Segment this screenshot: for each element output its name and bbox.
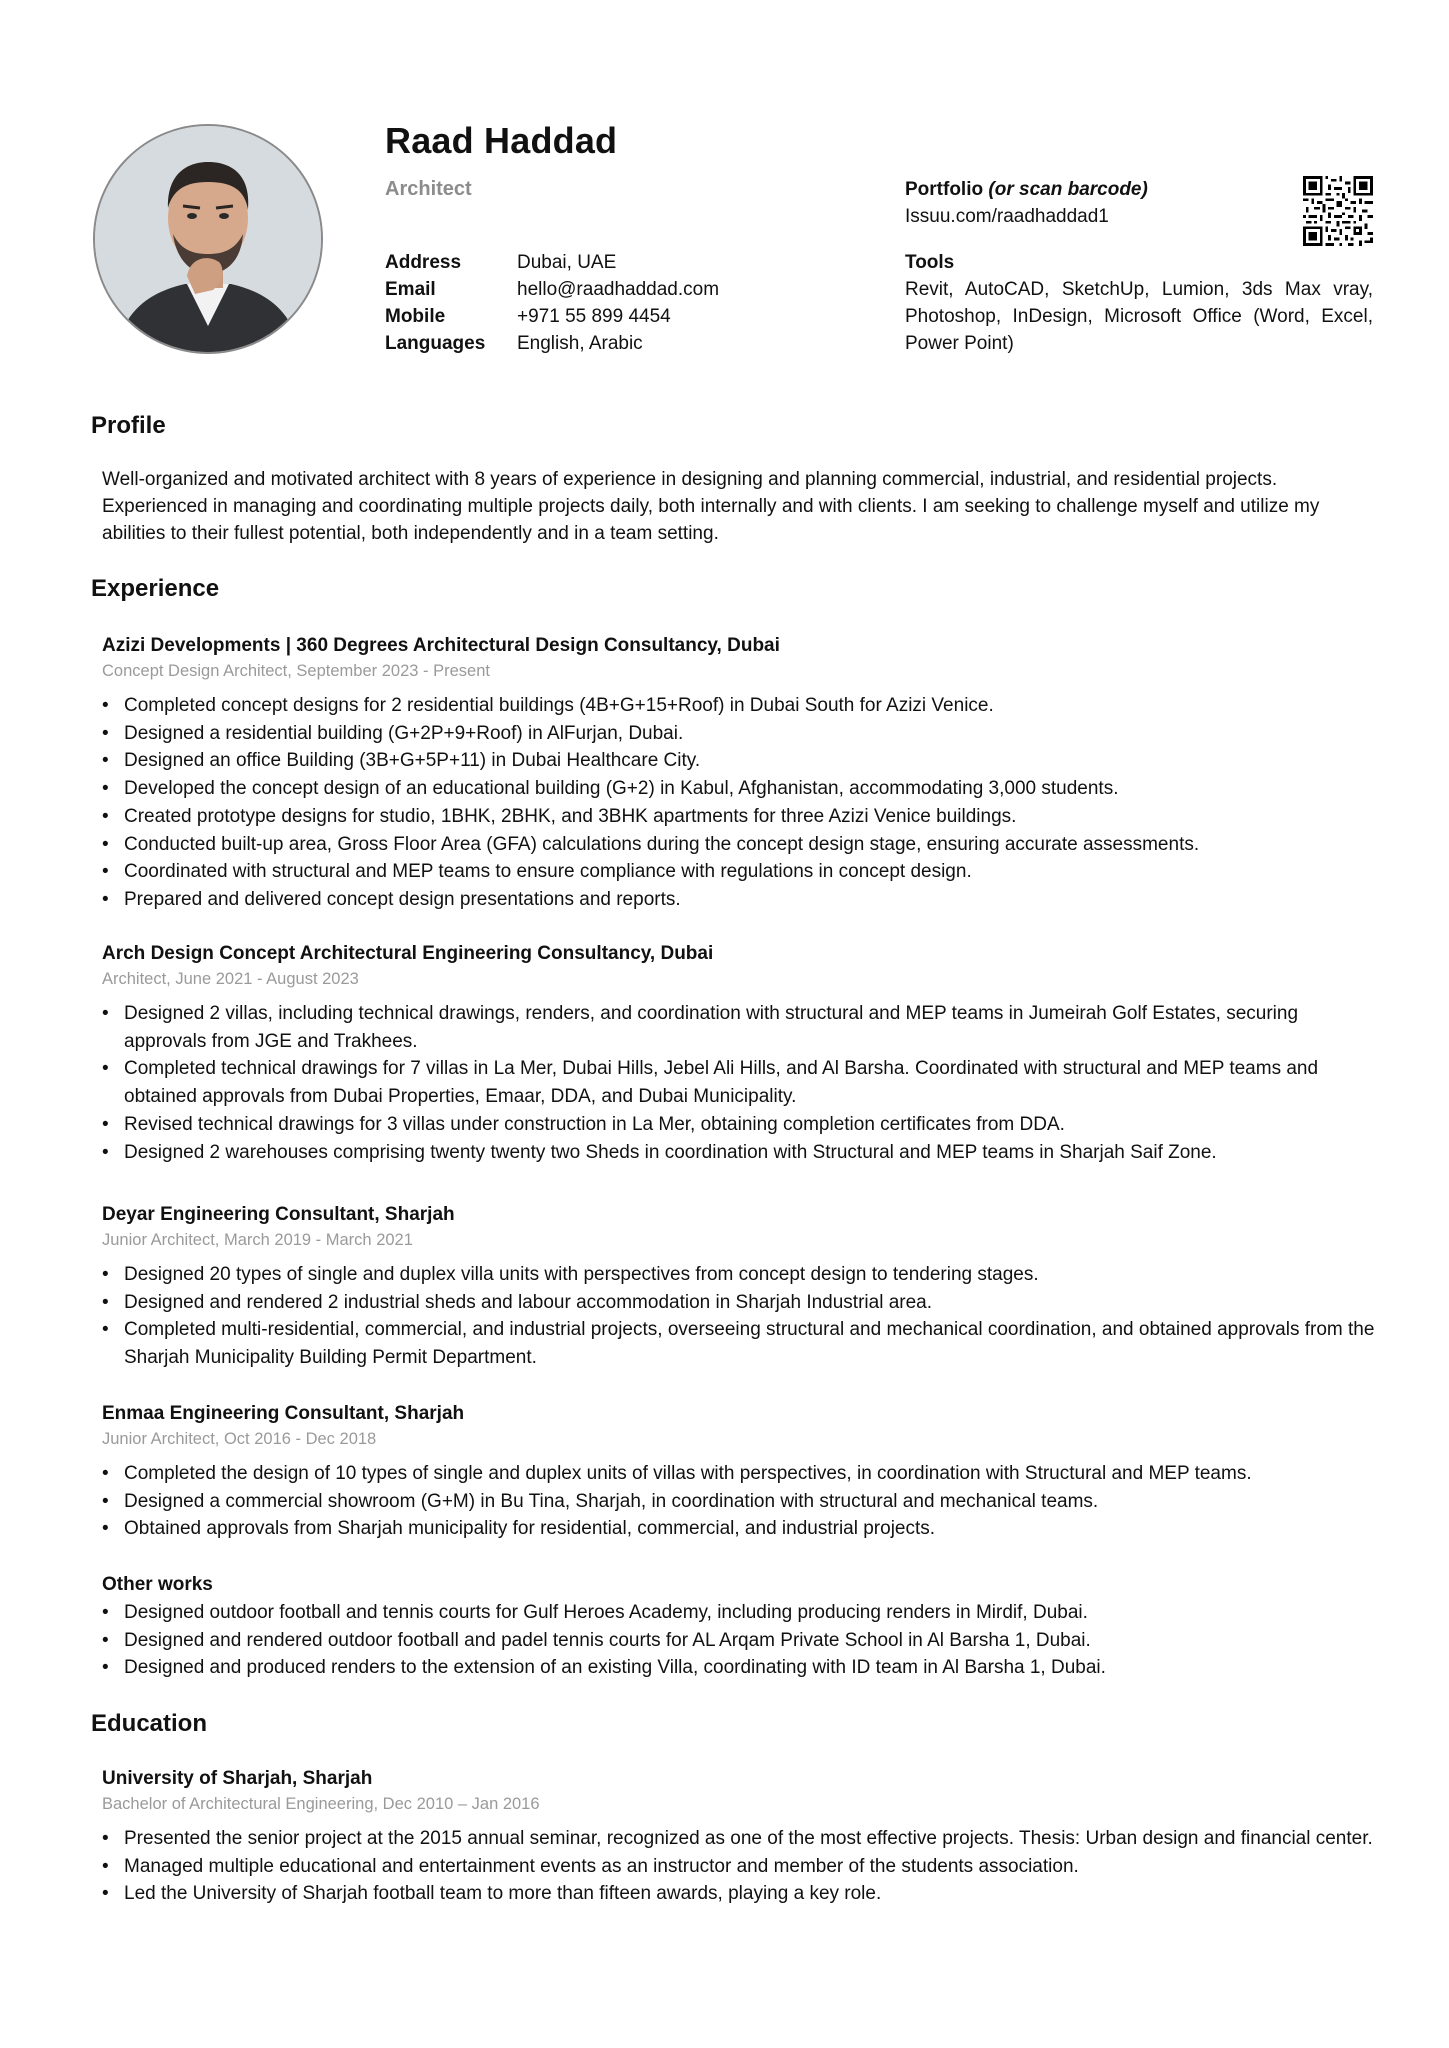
profile-summary: Well-organized and motivated architect with 8 years of experience in designing and planning commercial, industrial, and residential projects. Experienced in managing and coordinating multiple projects daily, both internally and with clients. I am seeking to challenge myself and utilize my abilities to their fullest potential, both independently and in a team setting.: [102, 469, 1320, 544]
qr-code-icon[interactable]: [1303, 176, 1373, 246]
list-item: • Created prototype designs for studio, 1BHK, 2BHK, and 3BHK apartments for three Azizi Venice buildings.: [102, 803, 1382, 831]
list-item: • Conducted built-up area, Gross Floor Area (GFA) calculations during the concept design stage, ensuring accurate assessments.: [102, 831, 1382, 859]
contact-label: Languages: [385, 333, 486, 354]
job-employer: Azizi Developments | 360 Degrees Architectural Design Consultancy, Dubai: [102, 635, 780, 656]
contact-label: Mobile: [385, 306, 446, 327]
contact-row-email: [385, 276, 719, 303]
education-heading: Education: [91, 1710, 208, 1737]
list-item: • Designed 2 villas, including technical drawings, renders, and coordination with structural and MEP teams in Jumeirah Golf Estates, securing approvals from JGE and Trakhees.: [102, 1000, 1382, 1055]
list-item: • Coordinated with structural and MEP teams to ensure compliance with regulations in concept design.: [102, 858, 1382, 886]
other-works: [102, 1572, 1382, 1682]
job-entry: [102, 941, 1382, 1166]
contact-value: +971 55 899 4454: [517, 306, 671, 327]
list-item: • Designed a residential building (G+2P+9+Roof) in AlFurjan, Dubai.: [102, 720, 1382, 748]
list-item: • Designed 2 warehouses comprising twenty twenty two Sheds in coordination with Structural and MEP teams in Sharjah Saif Zone.: [102, 1139, 1382, 1167]
candidate-name: Raad Haddad: [385, 120, 618, 161]
list-item: • Completed concept designs for 2 residential buildings (4B+G+15+Roof) in Dubai South for Azizi Venice.: [102, 692, 1382, 720]
list-item: • Managed multiple educational and entertainment events as an instructor and member of the students association.: [102, 1853, 1382, 1881]
list-item: • Designed and rendered 2 industrial sheds and labour accommodation in Sharjah Industrial area.: [102, 1289, 1382, 1317]
list-item: • Completed multi-residential, commercial, and industrial projects, overseeing structural and mechanical coordination, and obtained approvals from the Sharjah Municipality Building Permit Department.: [102, 1316, 1382, 1371]
job-entry: [102, 1401, 1382, 1543]
job-title-dates: Concept Design Architect, September 2023 - Present: [102, 662, 490, 680]
job-entry: [102, 633, 1382, 914]
list-item: • Completed the design of 10 types of single and duplex units of villas with perspectives, in coordination with Structural and MEP teams.: [102, 1460, 1382, 1488]
job-bullets: [102, 692, 1382, 914]
profile-photo: [93, 124, 323, 354]
portfolio-link[interactable]: Issuu.com/raadhaddad1: [905, 206, 1109, 227]
contact-row-address: [385, 249, 719, 276]
experience-heading: Experience: [91, 575, 220, 602]
contact-row-languages: [385, 330, 719, 357]
education-degree-dates: Bachelor of Architectural Engineering, Dec 2010 – Jan 2016: [102, 1795, 540, 1813]
job-entry: [102, 1202, 1382, 1372]
list-item: • Prepared and delivered concept design presentations and reports.: [102, 886, 1382, 914]
list-item: • Presented the senior project at the 2015 annual seminar, recognized as one of the most effective projects. Thesis: Urban design and financial center.: [102, 1825, 1382, 1853]
portfolio-label: Portfolio: [905, 179, 984, 200]
profile-heading: Profile: [91, 412, 166, 439]
job-title-dates: Junior Architect, Oct 2016 - Dec 2018: [102, 1430, 377, 1448]
portfolio-heading: [905, 176, 1148, 203]
portfolio-block: [905, 176, 1148, 230]
job-employer: Arch Design Concept Architectural Engineering Consultancy, Dubai: [102, 943, 714, 964]
job-bullets: [102, 1000, 1382, 1166]
candidate-role: Architect: [385, 178, 472, 200]
job-bullets: [102, 1460, 1382, 1543]
tools-value: Revit, AutoCAD, SketchUp, Lumion, 3ds Max vray, Photoshop, InDesign, Microsoft Office (Word, Excel, Power Point): [905, 279, 1373, 354]
tools-block: [905, 249, 1373, 357]
list-item: • Designed and produced renders to the extension of an existing Villa, coordinating with ID team in Al Barsha 1, Dubai.: [102, 1654, 1382, 1682]
contact-label: Email: [385, 279, 436, 300]
list-item: • Designed a commercial showroom (G+M) in Bu Tina, Sharjah, in coordination with structural and mechanical teams.: [102, 1488, 1382, 1516]
list-item: • Led the University of Sharjah football team to more than fifteen awards, playing a key role.: [102, 1880, 1382, 1908]
other-works-bullets: [102, 1599, 1382, 1682]
list-item: • Designed outdoor football and tennis courts for Gulf Heroes Academy, including producing renders in Mirdif, Dubai.: [102, 1599, 1382, 1627]
list-item: • Completed technical drawings for 7 villas in La Mer, Dubai Hills, Jebel Ali Hills, and Al Barsha. Coordinated with structural and MEP teams and obtained approvals from Dubai Properties, Emaar, DDA, and Dubai Municipality.: [102, 1055, 1382, 1110]
email-link[interactable]: hello@raadhaddad.com: [517, 279, 720, 300]
education-bullets: [102, 1825, 1382, 1908]
list-item: • Revised technical drawings for 3 villas under construction in La Mer, obtaining completion certificates from DDA.: [102, 1111, 1382, 1139]
list-item: • Developed the concept design of an educational building (G+2) in Kabul, Afghanistan, accommodating 3,000 students.: [102, 775, 1382, 803]
contact-label: Address: [385, 252, 462, 273]
portrait-image: [95, 126, 321, 352]
education-entry: [102, 1766, 1382, 1908]
tools-label: Tools: [905, 252, 955, 273]
contact-row-mobile: [385, 303, 719, 330]
job-employer: Deyar Engineering Consultant, Sharjah: [102, 1204, 455, 1225]
portfolio-hint: (or scan barcode): [988, 179, 1148, 200]
contact-details: [385, 249, 719, 357]
job-title-dates: Architect, June 2021 - August 2023: [102, 970, 359, 988]
contact-value: English, Arabic: [517, 333, 643, 354]
list-item: • Designed an office Building (3B+G+5P+11) in Dubai Healthcare City.: [102, 747, 1382, 775]
contact-value: Dubai, UAE: [517, 252, 617, 273]
job-title-dates: Junior Architect, March 2019 - March 2021: [102, 1231, 413, 1249]
list-item: • Designed and rendered outdoor football and padel tennis courts for AL Arqam Private School in Al Barsha 1, Dubai.: [102, 1627, 1382, 1655]
job-bullets: [102, 1261, 1382, 1372]
job-employer: Enmaa Engineering Consultant, Sharjah: [102, 1403, 465, 1424]
list-item: • Obtained approvals from Sharjah municipality for residential, commercial, and industrial projects.: [102, 1515, 1382, 1543]
education-institution: University of Sharjah, Sharjah: [102, 1768, 373, 1789]
other-works-heading: Other works: [102, 1574, 213, 1595]
list-item: • Designed 20 types of single and duplex villa units with perspectives from concept design to tendering stages.: [102, 1261, 1382, 1289]
